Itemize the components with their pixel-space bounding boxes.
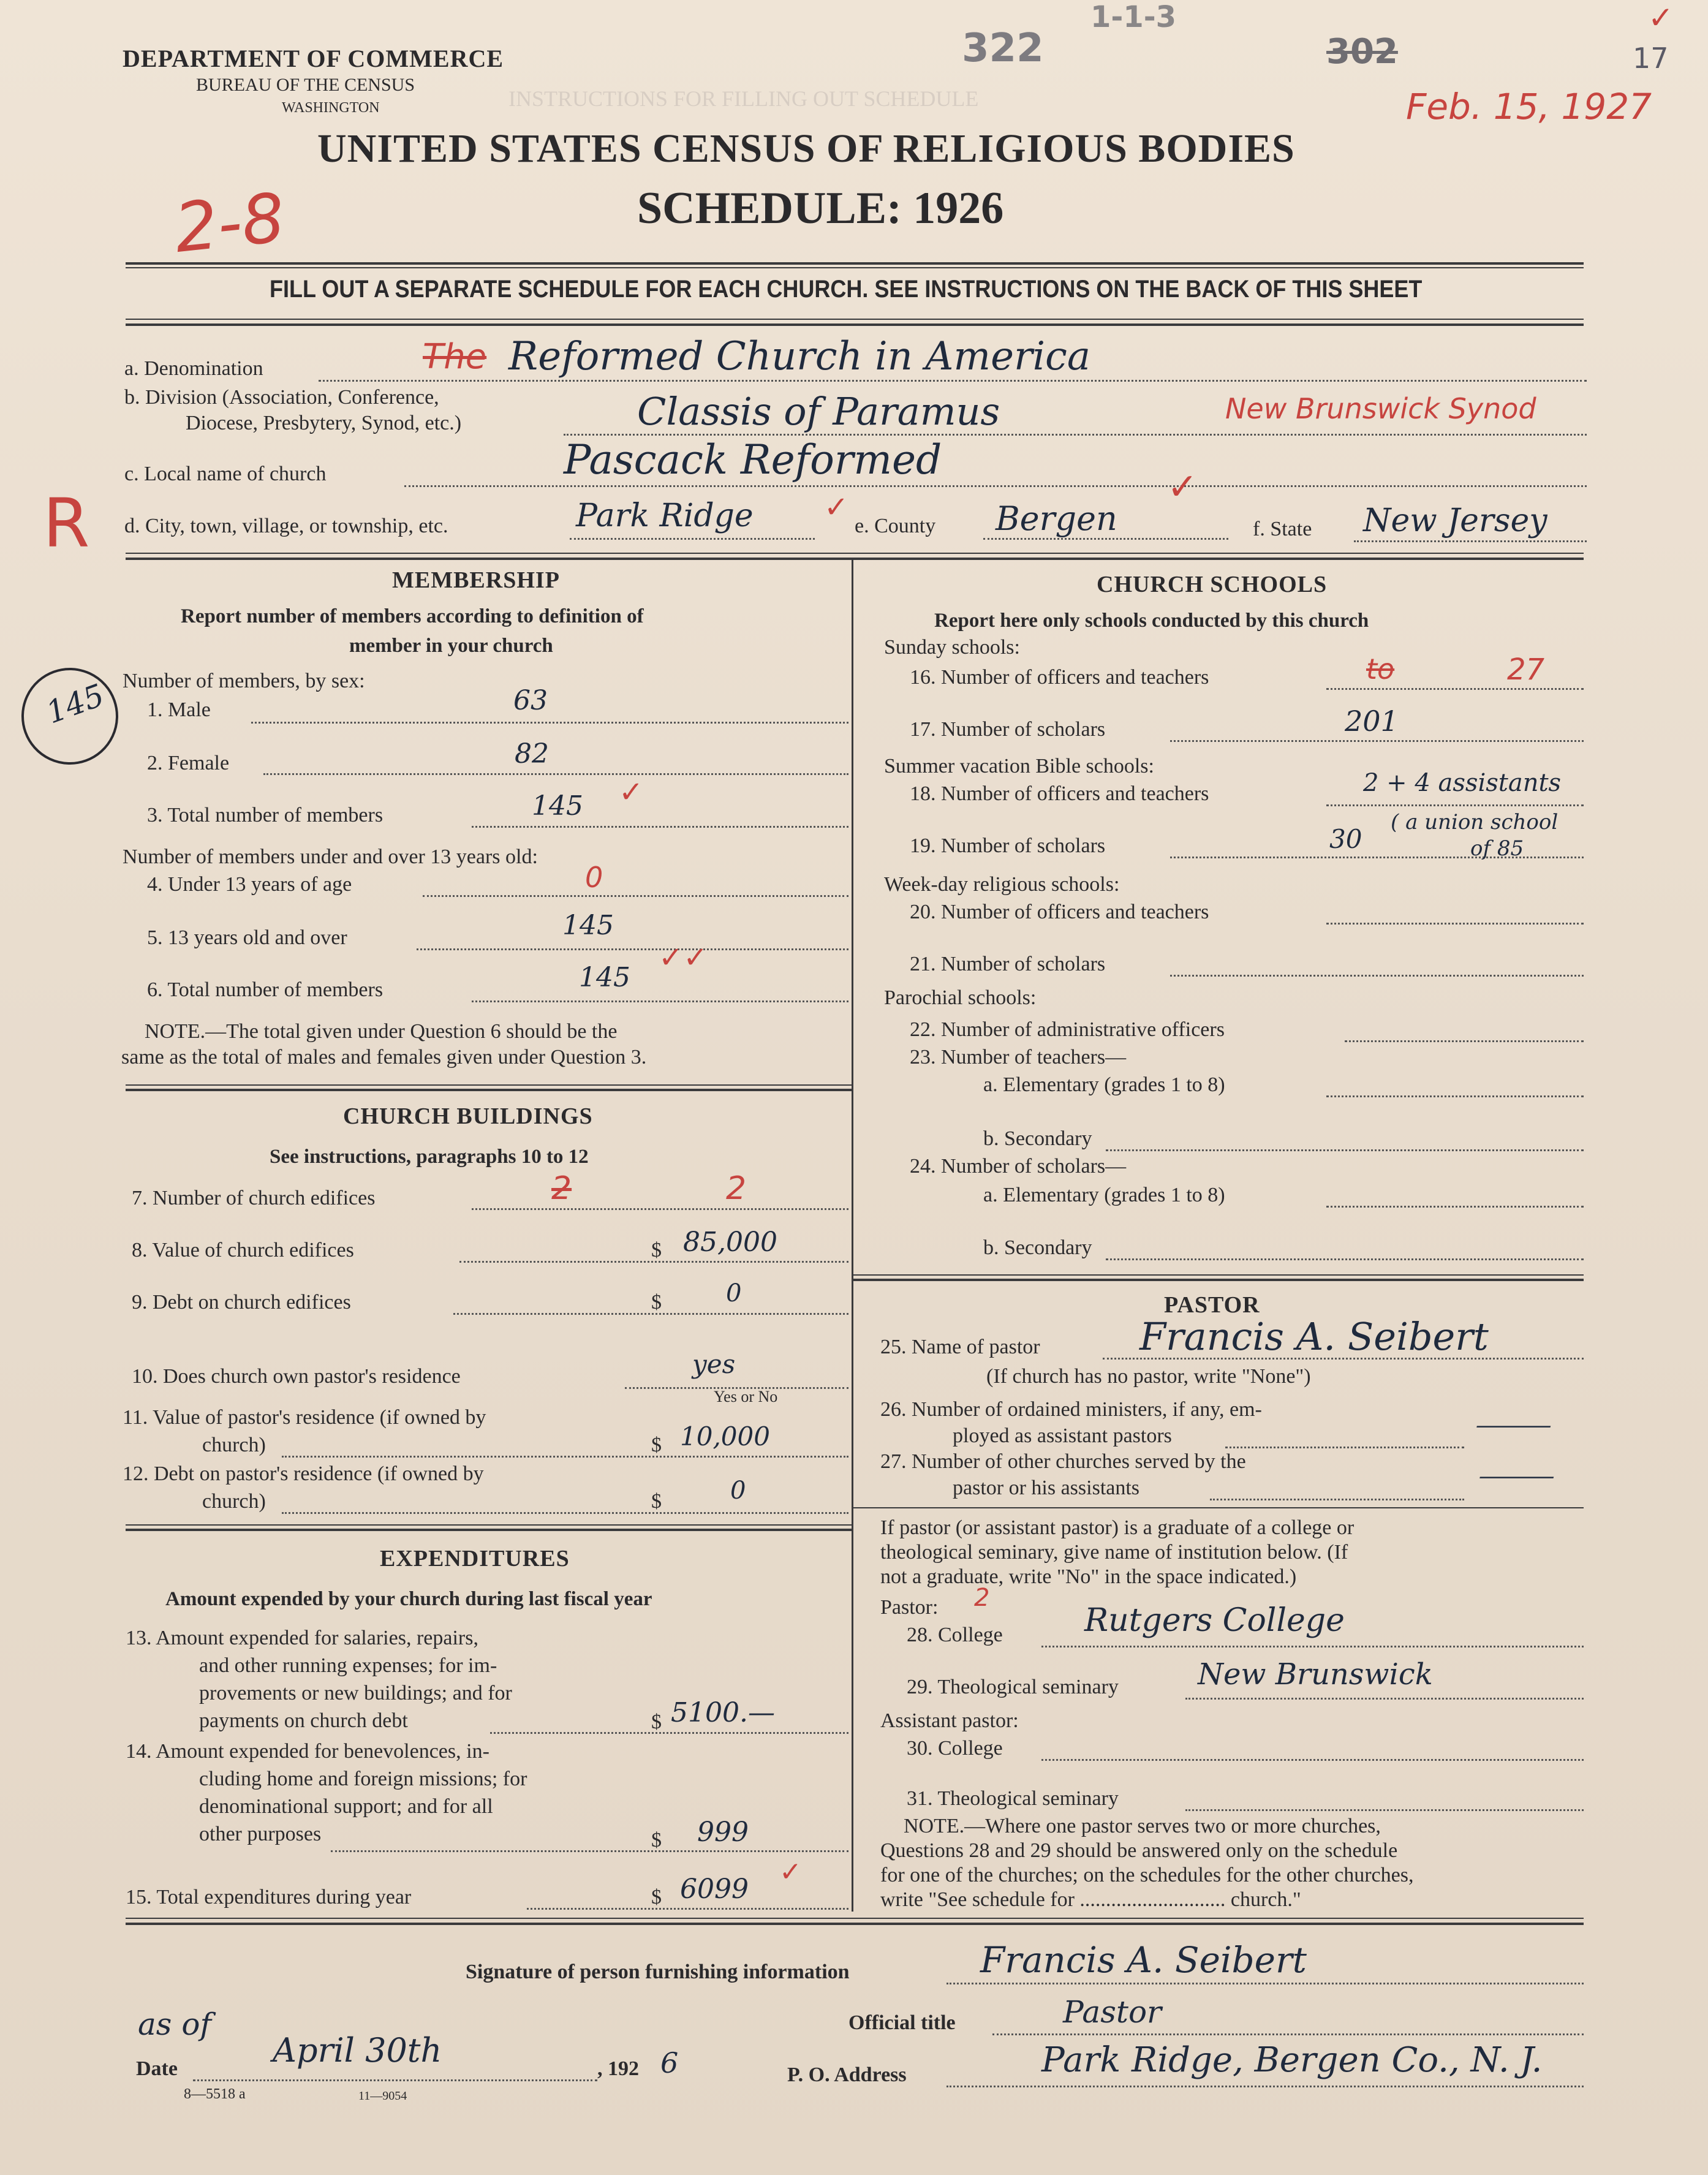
- q10-value[interactable]: yes: [692, 1349, 736, 1379]
- q11-value[interactable]: 10,000: [680, 1421, 770, 1451]
- q15-total-label: 15. Total expenditures during year: [126, 1886, 412, 1908]
- q8-value[interactable]: 85,000: [683, 1227, 777, 1258]
- city-check-icon: ✓: [824, 490, 849, 524]
- county-label: e. County: [855, 515, 936, 537]
- department-name: DEPARTMENT OF COMMERCE: [123, 45, 504, 72]
- top-pencil-mark: 1-1-3: [1090, 0, 1177, 34]
- q13-line-4: payments on church debt: [199, 1709, 408, 1732]
- q17-value[interactable]: 201: [1345, 705, 1399, 738]
- membership-subtitle-1: Report number of members according to definition of: [181, 605, 644, 627]
- q8-value-label: 8. Value of church edifices: [132, 1239, 354, 1262]
- membership-heading: MEMBERSHIP: [392, 567, 560, 593]
- city-label: d. City, town, village, or township, etc.: [124, 515, 448, 537]
- form-number: 8—5518 a: [184, 2086, 246, 2102]
- local-name-value[interactable]: Pascack Reformed: [564, 436, 942, 483]
- pastor-grad-mark: 2: [974, 1584, 990, 1612]
- q26-label-line1: 26. Number of ordained ministers, if any, em-: [880, 1398, 1262, 1421]
- q11-label-line1: 11. Value of pastor's residence (if owned by: [123, 1406, 486, 1429]
- q23a-label: a. Elementary (grades 1 to 8): [983, 1073, 1225, 1096]
- q13-dollar: $: [651, 1711, 662, 1733]
- q2-female-value[interactable]: 82: [515, 738, 549, 770]
- q3-total-value[interactable]: 145: [532, 790, 583, 822]
- city-value[interactable]: Park Ridge: [576, 497, 754, 534]
- corner-number: 17: [1633, 42, 1669, 75]
- graduate-instruction-1: If pastor (or assistant pastor) is a graduate of a college or: [880, 1516, 1355, 1539]
- state-label: f. State: [1253, 518, 1312, 540]
- po-address-label: P. O. Address: [787, 2063, 907, 2086]
- q14-dollar: $: [651, 1829, 662, 1852]
- check-mark-icon: ✓: [1648, 0, 1674, 36]
- q9-dollar: $: [651, 1291, 662, 1314]
- q17-label: 17. Number of scholars: [910, 718, 1106, 741]
- q3-total-label: 3. Total number of members: [147, 804, 384, 826]
- pastor-note-2: Questions 28 and 29 should be answered only on the schedule: [880, 1839, 1398, 1862]
- bureau-name: BUREAU OF THE CENSUS: [196, 75, 415, 95]
- q13-line-1: 13. Amount expended for salaries, repairs,: [126, 1627, 478, 1649]
- pastor-grad-label: Pastor:: [880, 1596, 939, 1619]
- q13-line-3: provements or new buildings; and for: [199, 1682, 512, 1704]
- q15-dollar: $: [651, 1886, 662, 1908]
- division-label-line1: b. Division (Association, Conference,: [124, 386, 439, 409]
- po-address-value[interactable]: Park Ridge, Bergen Co., N. J.: [1041, 2040, 1543, 2080]
- q28-value[interactable]: Rutgers College: [1084, 1602, 1345, 1639]
- graduate-instruction-3: not a graduate, write "No" in the space indicated.): [880, 1565, 1297, 1588]
- circled-145-value: 145: [41, 677, 109, 731]
- q7-edifices-value[interactable]: 2: [726, 1170, 747, 1207]
- q29-label: 29. Theological seminary: [907, 1676, 1119, 1698]
- q23-label: 23. Number of teachers—: [910, 1046, 1127, 1069]
- stamp-number: 322: [962, 26, 1044, 71]
- q12-label-line2: church): [202, 1490, 266, 1513]
- sunday-schools-label: Sunday schools:: [884, 636, 1020, 659]
- bleed-through-text: INSTRUCTIONS FOR FILLING OUT SCHEDULE: [508, 86, 979, 111]
- q14-value[interactable]: 999: [697, 1817, 749, 1848]
- q26-dash[interactable]: ⸻: [1473, 1407, 1550, 1442]
- buildings-heading: CHURCH BUILDINGS: [343, 1103, 593, 1129]
- q22-label: 22. Number of administrative officers: [910, 1018, 1225, 1041]
- graduate-instruction-2: theological seminary, give name of institution below. (If: [880, 1541, 1348, 1564]
- q9-value[interactable]: 0: [726, 1279, 742, 1307]
- q14-line-2: cluding home and foreign missions; for: [199, 1768, 527, 1790]
- date-year-print: , 192: [597, 2057, 639, 2080]
- assistant-pastor-label: Assistant pastor:: [880, 1709, 1019, 1732]
- q19-note-2: of 85: [1470, 836, 1524, 861]
- q21-label: 21. Number of scholars: [910, 953, 1106, 975]
- county-value[interactable]: Bergen: [996, 499, 1117, 538]
- pastor-heading: PASTOR: [1164, 1292, 1260, 1318]
- synod-annotation: New Brunswick Synod: [1225, 392, 1536, 425]
- q29-value[interactable]: New Brunswick: [1198, 1657, 1433, 1692]
- q2-female-label: 2. Female: [147, 752, 230, 774]
- received-date: Feb. 15, 1927: [1406, 86, 1652, 127]
- q4-under13-value[interactable]: 0: [585, 861, 603, 894]
- q31-label: 31. Theological seminary: [907, 1787, 1119, 1810]
- expenditures-heading: EXPENDITURES: [380, 1546, 570, 1572]
- schools-heading: CHURCH SCHOOLS: [1097, 572, 1328, 597]
- denomination-struck: The: [423, 337, 487, 377]
- q7-edifices-label: 7. Number of church edifices: [132, 1187, 376, 1209]
- local-name-label: c. Local name of church: [124, 463, 327, 485]
- q5-over13-label: 5. 13 years old and over: [147, 926, 347, 949]
- denomination-value[interactable]: Reformed Church in America: [508, 334, 1091, 379]
- pastor-note-1: NOTE.—Where one pastor serves two or more churches,: [904, 1815, 1381, 1837]
- q12-value[interactable]: 0: [730, 1477, 746, 1505]
- separate-schedule-instruction: FILL OUT A SEPARATE SCHEDULE FOR EACH CHURCH. SEE INSTRUCTIONS ON THE BACK OF THIS SHEET: [270, 276, 1423, 303]
- q14-line-1: 14. Amount expended for benevolences, in-: [126, 1740, 489, 1763]
- membership-note-1: NOTE.—The total given under Question 6 should be the: [145, 1020, 618, 1043]
- q15-check-icon: ✓: [779, 1856, 802, 1888]
- q9-debt-label: 9. Debt on church edifices: [132, 1291, 351, 1314]
- date-label: Date: [136, 2057, 178, 2080]
- q30-label: 30. College: [907, 1737, 1003, 1760]
- q16-struck: to: [1366, 652, 1395, 686]
- pastor-note-4: write "See schedule for ............................ church.": [880, 1888, 1301, 1911]
- q24b-label: b. Secondary: [983, 1236, 1092, 1259]
- q14-line-4: other purposes: [199, 1823, 322, 1845]
- q1-male-value[interactable]: 63: [513, 685, 548, 716]
- official-title-label: Official title: [848, 2011, 956, 2034]
- q8-dollar: $: [651, 1239, 662, 1262]
- q28-label: 28. College: [907, 1624, 1003, 1646]
- red-r-mark: R: [43, 484, 90, 562]
- q12-label-line1: 12. Debt on pastor's residence (if owned by: [123, 1462, 484, 1485]
- q1-male-label: 1. Male: [147, 698, 211, 721]
- q13-line-2: and other running expenses; for im-: [199, 1654, 497, 1677]
- summer-schools-label: Summer vacation Bible schools:: [884, 755, 1154, 777]
- q24a-label: a. Elementary (grades 1 to 8): [983, 1184, 1225, 1206]
- schools-subtitle: Report here only schools conducted by this church: [934, 610, 1369, 632]
- form-title: UNITED STATES CENSUS OF RELIGIOUS BODIES: [317, 126, 1295, 171]
- parochial-schools-label: Parochial schools:: [884, 986, 1037, 1009]
- q12-dollar: $: [651, 1490, 662, 1513]
- official-title-value[interactable]: Pastor: [1063, 1994, 1162, 2030]
- column-divider: [852, 558, 853, 1912]
- q24-label: 24. Number of scholars—: [910, 1155, 1127, 1178]
- q19-note-1: ( a union school: [1391, 810, 1559, 834]
- q16-label: 16. Number of officers and teachers: [910, 666, 1209, 689]
- q6-total-label: 6. Total number of members: [147, 978, 384, 1001]
- q11-dollar: $: [651, 1434, 662, 1456]
- q26-label-line2: ployed as assistant pastors: [953, 1424, 1172, 1447]
- signature-label: Signature of person furnishing information: [466, 1961, 850, 1983]
- members-age-label: Number of members under and over 13 years old:: [123, 845, 538, 868]
- q23b-label: b. Secondary: [983, 1127, 1092, 1150]
- q3-check-icon: ✓: [619, 775, 644, 809]
- date-year-digit[interactable]: 6: [660, 2046, 679, 2079]
- q13-value[interactable]: 5100.—: [671, 1697, 775, 1728]
- division-label-line2: Diocese, Presbytery, Synod, etc.): [186, 412, 462, 434]
- left-red-number: 2-8: [170, 178, 289, 268]
- q14-line-3: denominational support; and for all: [199, 1795, 493, 1818]
- q6-check-icon: ✓✓: [659, 940, 708, 975]
- as-of-note: as of: [138, 2007, 211, 2042]
- membership-note-2: same as the total of males and females given under Question 3.: [121, 1046, 647, 1069]
- division-value[interactable]: Classis of Paramus: [637, 389, 1000, 434]
- q19-value[interactable]: 30: [1329, 824, 1362, 854]
- q25-value[interactable]: Francis A. Seibert: [1139, 1314, 1489, 1359]
- weekday-schools-label: Week-day religious schools:: [884, 873, 1120, 896]
- denomination-label: a. Denomination: [124, 357, 263, 380]
- buildings-subtitle: See instructions, paragraphs 10 to 12: [270, 1146, 589, 1168]
- membership-subtitle-2: member in your church: [349, 635, 553, 657]
- date-value[interactable]: April 30th: [273, 2031, 442, 2070]
- q7-struck-value: 2: [551, 1170, 572, 1207]
- q5-over13-value[interactable]: 145: [562, 910, 614, 941]
- schedule-year: SCHEDULE: 1926: [637, 183, 1004, 233]
- members-by-sex-label: Number of members, by sex:: [123, 670, 365, 692]
- q18-value[interactable]: 2 + 4 assistants: [1363, 769, 1562, 797]
- q15-value[interactable]: 6099: [680, 1874, 749, 1905]
- q6-total-value[interactable]: 145: [579, 962, 630, 993]
- q27-label-line2: pastor or his assistants: [953, 1477, 1140, 1499]
- q18-label: 18. Number of officers and teachers: [910, 782, 1209, 805]
- q25-note: (If church has no pastor, write "None"): [986, 1365, 1311, 1388]
- print-number: 11—9054: [358, 2089, 407, 2103]
- county-check-icon: ✓: [1167, 466, 1198, 509]
- q27-label-line1: 27. Number of other churches served by the: [880, 1450, 1246, 1473]
- pastor-note-3: for one of the churches; on the schedules for the other churches,: [880, 1864, 1414, 1886]
- signature-value[interactable]: Francis A. Seibert: [980, 1939, 1307, 1981]
- q10-residence-label: 10. Does church own pastor's residence: [132, 1365, 461, 1388]
- yes-or-no-hint: Yes or No: [714, 1388, 778, 1405]
- q11-label-line2: church): [202, 1434, 266, 1456]
- q4-under13-label: 4. Under 13 years of age: [147, 873, 352, 896]
- q16-value[interactable]: 27: [1507, 652, 1545, 687]
- q20-label: 20. Number of officers and teachers: [910, 901, 1209, 923]
- struck-number: 302: [1326, 32, 1398, 72]
- bureau-city: WASHINGTON: [282, 100, 380, 116]
- state-value[interactable]: New Jersey: [1363, 502, 1547, 539]
- q19-label: 19. Number of scholars: [910, 834, 1106, 857]
- q25-label: 25. Name of pastor: [880, 1336, 1040, 1358]
- q27-dash[interactable]: ⸻: [1476, 1458, 1553, 1493]
- expenditures-subtitle: Amount expended by your church during last fiscal year: [165, 1588, 652, 1610]
